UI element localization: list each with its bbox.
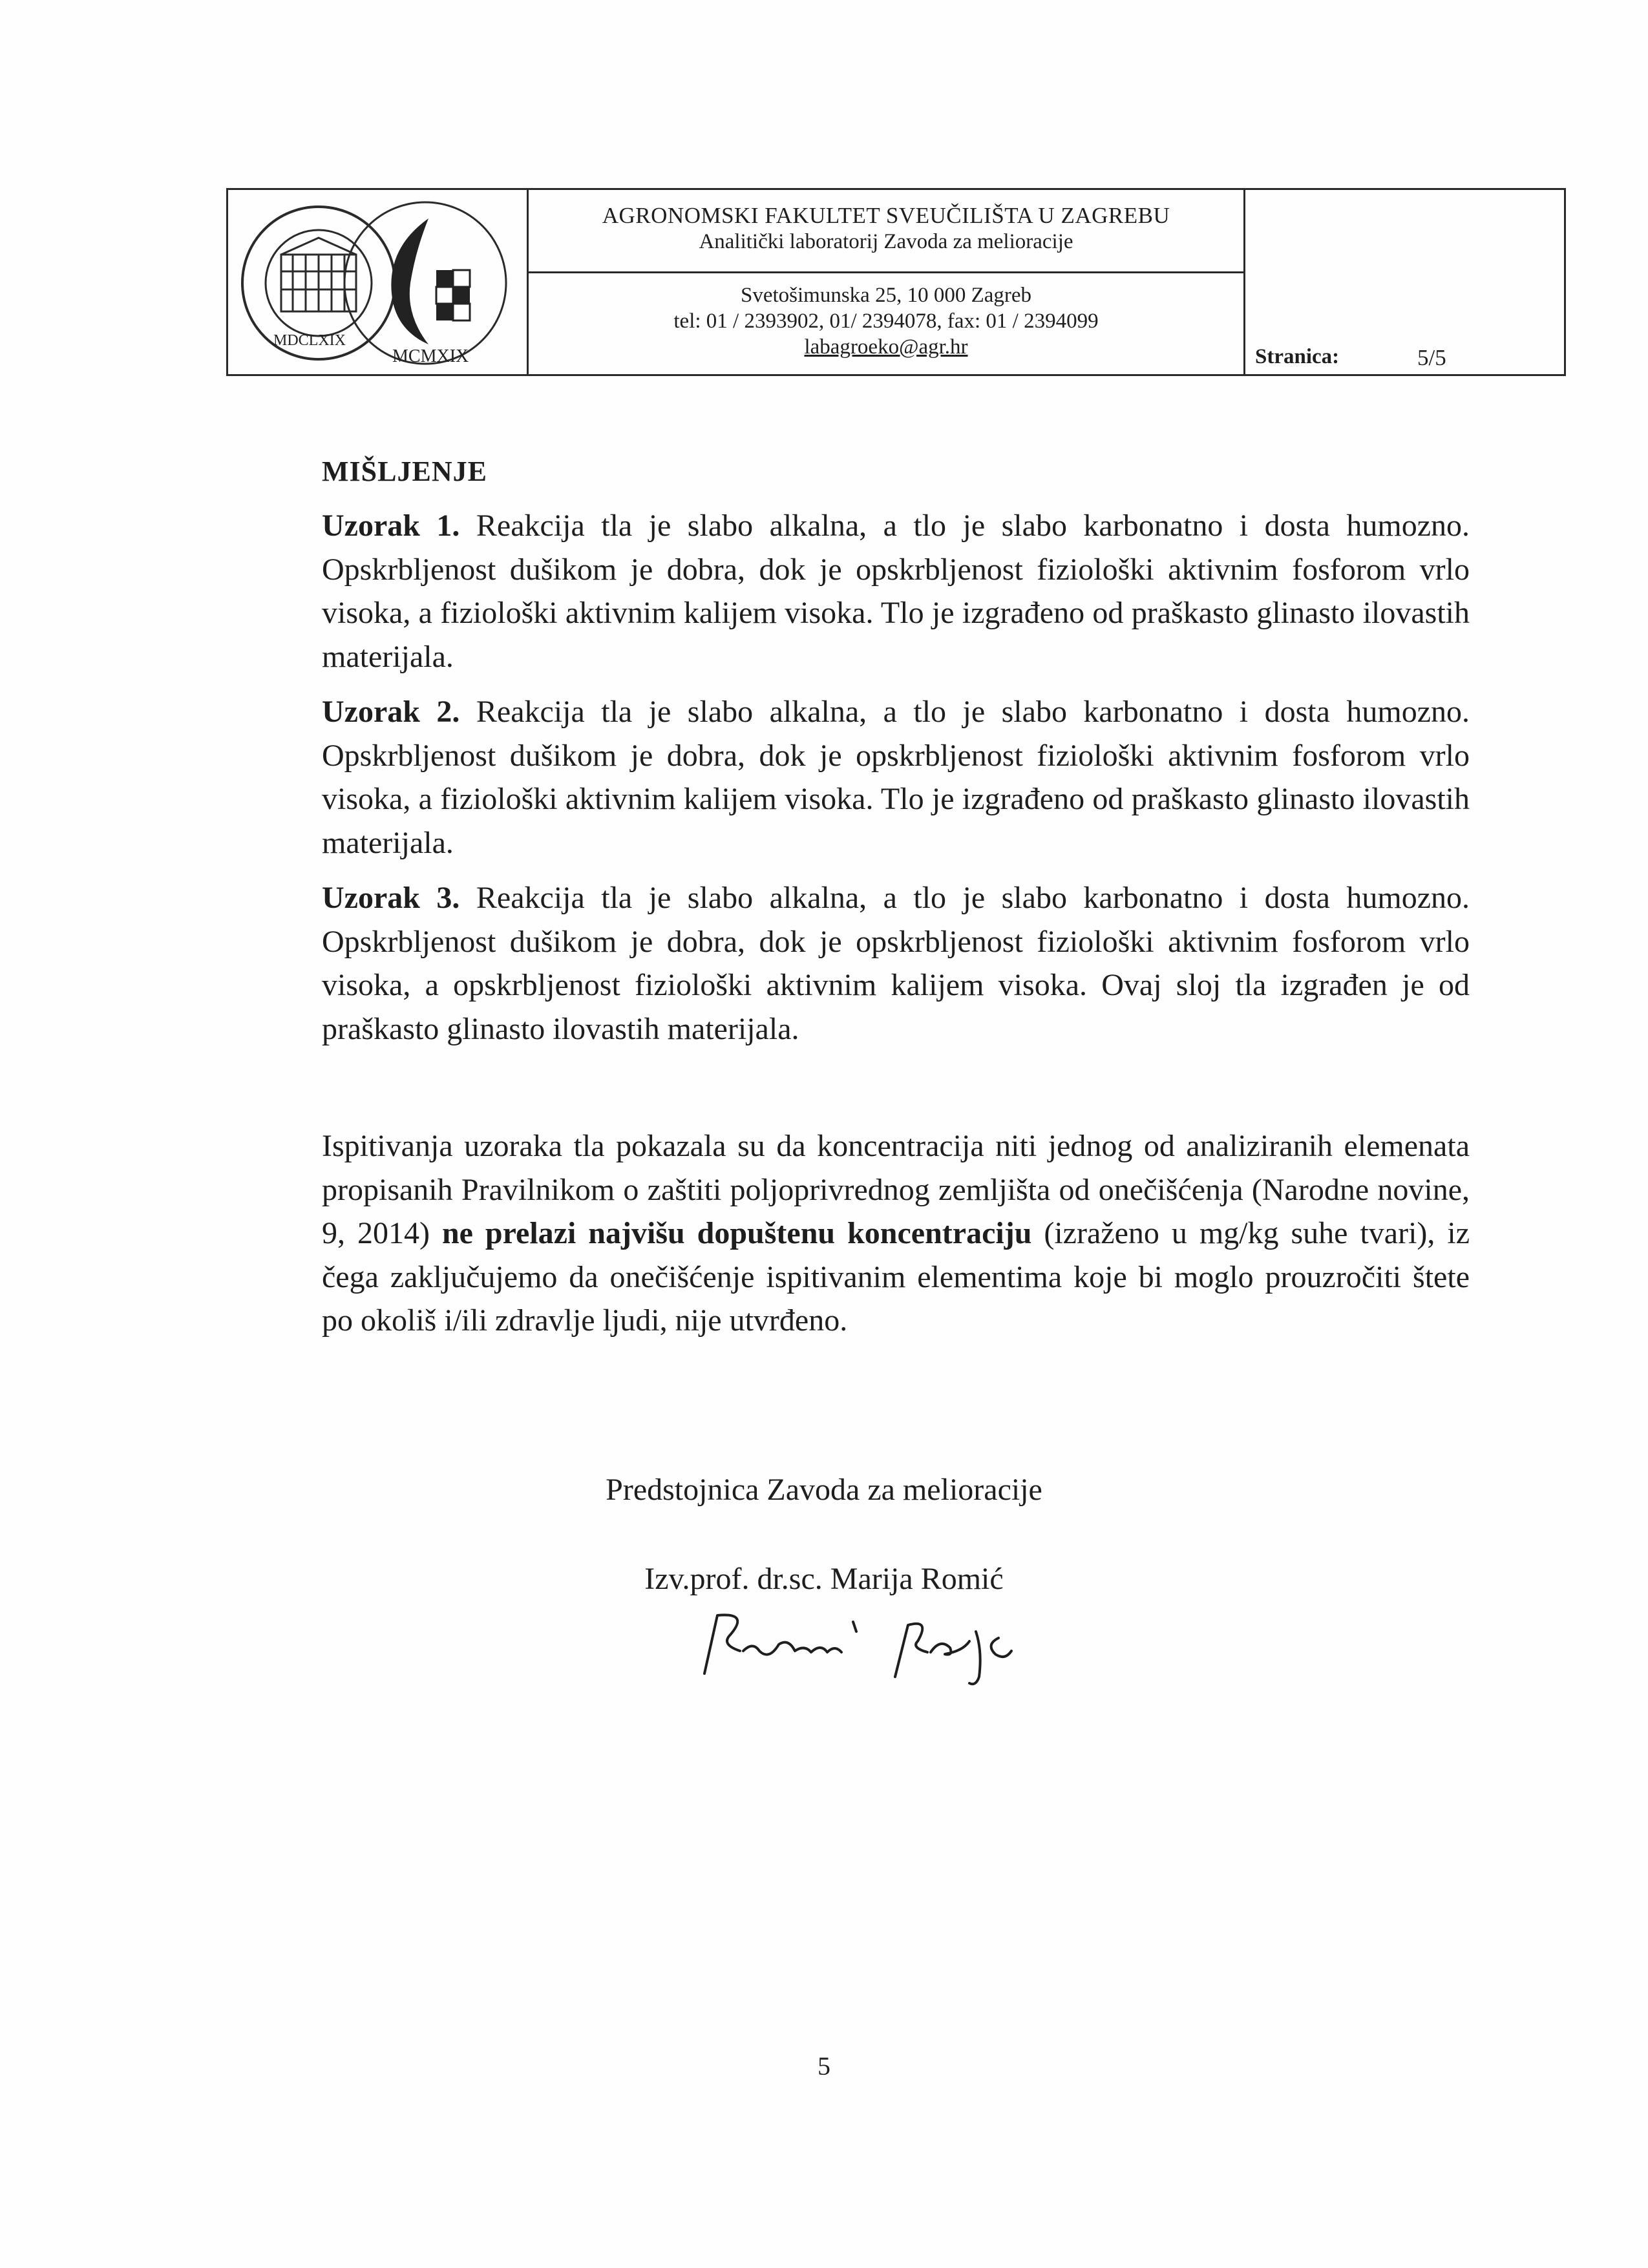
- page-label: Stranica:: [1255, 345, 1340, 368]
- spacer: [322, 1062, 1470, 1124]
- sample-label-2: Uzorak 2.: [322, 695, 460, 729]
- address-text: Svetošimunska 25, 10 000 Zagreb: [740, 284, 1032, 307]
- section-title: MIŠLJENJE: [322, 456, 487, 487]
- sample-label-1: Uzorak 1.: [322, 509, 460, 543]
- email-link[interactable]: labagroeko@agr.hr: [804, 335, 968, 359]
- sample-paragraph-1: [322, 504, 1470, 678]
- header-info-cell: [529, 190, 1245, 374]
- sample-paragraph-3: [322, 876, 1470, 1051]
- header-table: [226, 188, 1566, 376]
- logo-year-text: MCMXIX: [392, 346, 469, 366]
- page-value: 5/5: [1417, 345, 1446, 370]
- faculty-seal-logo: [235, 193, 519, 372]
- signatory-title: Predstojnica Zavoda za melioracije: [606, 1473, 1042, 1507]
- page-info-cell: [1245, 190, 1564, 374]
- faculty-name: AGRONOMSKI FAKULTET SVEUČILIŠTA U ZAGREBU: [602, 203, 1170, 228]
- conclusion-bold: ne prelazi najvišu dopuštenu koncentraciju: [441, 1216, 1032, 1250]
- conclusion-part1: Ispitivanja uzoraka tla pokazala su da koncentracija niti jednog od analiziranih elemenata propisanih Pravilnikom o zaštiti poljoprivrednog zemljišta od onečišćenja (Narodne novine, 9, 2014): [322, 1129, 1470, 1250]
- laboratory-name: Analitički laboratorij Zavoda za melioracije: [699, 230, 1073, 253]
- logo-year-text-left: MDCLXIX: [273, 332, 346, 349]
- logo-cell: [228, 190, 529, 374]
- signatory-name: Izv.prof. dr.sc. Marija Romić: [644, 1562, 1004, 1596]
- document-body: [322, 452, 1470, 1354]
- sample-text-3: Reakcija tla je slabo alkalna, a tlo je slabo karbonatno i dosta humozno. Opskrbljenost dušikom je dobra, dok je opskrbljenost fiziološki aktivnim fosforom vrlo visoka, a opskrbljenost fiziološki aktivnim kalijem visoka. Ovaj sloj tla izgrađen je od praškasto glinasto ilovastih materijala.: [322, 881, 1470, 1046]
- sample-paragraph-2: [322, 690, 1470, 865]
- contact-text: tel: 01 / 2393902, 01/ 2394078, fax: 01 / 2394099: [673, 310, 1099, 333]
- conclusion-paragraph: [322, 1124, 1470, 1343]
- sample-text-1: Reakcija tla je slabo alkalna, a tlo je slabo karbonatno i dosta humozno. Opskrbljenost dušikom je dobra, dok je opskrbljenost fiziološki aktivnim fosforom vrlo visoka, a fiziološki aktivnim kalijem visoka. Tlo je izgrađeno od praškasto glinasto ilovastih materijala.: [322, 509, 1470, 674]
- sample-label-3: Uzorak 3.: [322, 881, 460, 915]
- header-title-block: [529, 190, 1243, 273]
- handwritten-signature: [692, 1606, 1028, 1690]
- conclusion-part2: (izraženo u mg/kg suhe tvari), iz čega zaključujemo da onečišćenje ispitivanim elementima koje bi moglo prouzročiti štete po okoliš i/ili zdravlje ljudi, nije utvrđeno.: [322, 1216, 1470, 1338]
- sample-text-2: Reakcija tla je slabo alkalna, a tlo je slabo karbonatno i dosta humozno. Opskrbljenost dušikom je dobra, dok je opskrbljenost fiziološki aktivnim fosforom vrlo visoka, a fiziološki aktivnim kalijem visoka. Tlo je izgrađeno od praškasto glinasto ilovastih materijala.: [322, 695, 1470, 860]
- header-contact-block: [529, 273, 1243, 374]
- page-number: 5: [818, 2052, 830, 2081]
